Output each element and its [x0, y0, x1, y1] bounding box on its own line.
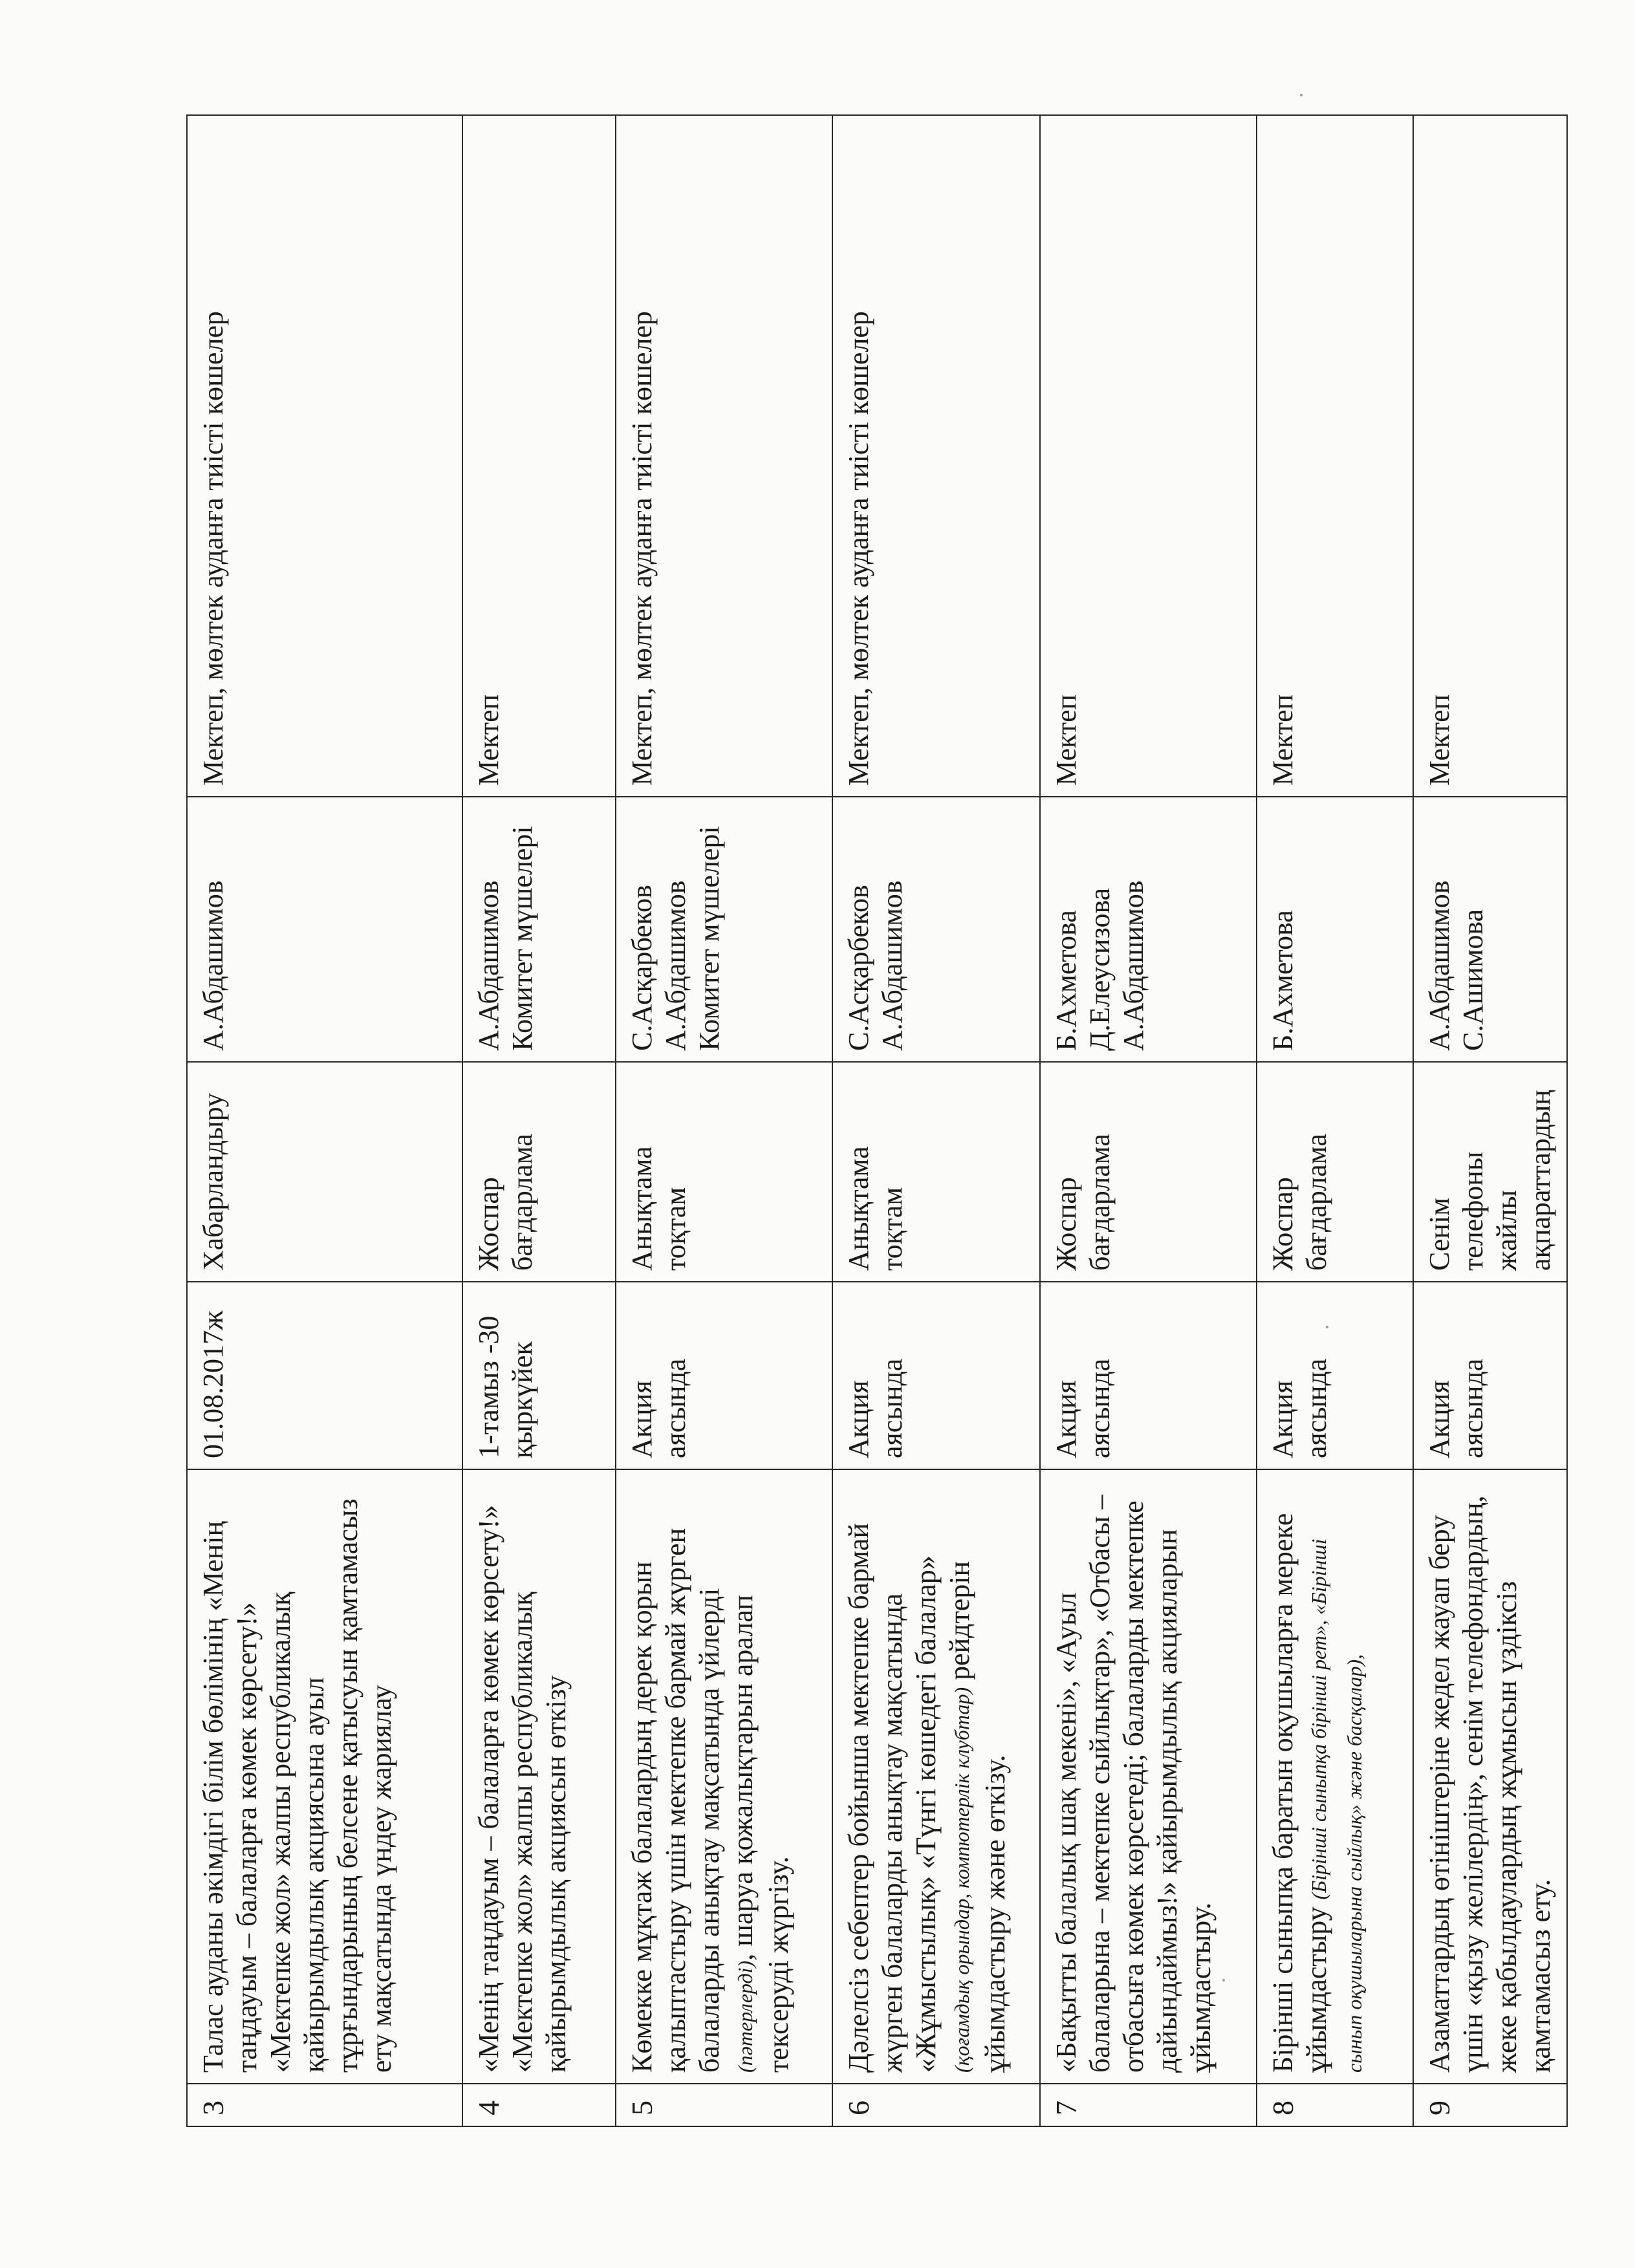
table-row [1040, 115, 1257, 2126]
date-cell [616, 1282, 832, 1469]
row-number [832, 2084, 1040, 2126]
place-cell [616, 115, 832, 797]
place-cell-text: Мектеп [1050, 694, 1082, 786]
place-cell [832, 115, 1040, 797]
responsible-cell-text: С.Асқарбеков А.Абдашимов [843, 880, 908, 1051]
event-text: Талас ауданы әкімдігі білім бөлімінің «Менің таңдауым – балаларға көмек көрсету!» «Мектепке жол» жалпы республикалық қайырымдылық акциясына ауыл тұрғындарының белсене қатысуын қамтамасыз ету мақсатында үндеу жариялау [197, 1498, 397, 2073]
place-cell [187, 115, 462, 797]
scan-speck [1326, 1326, 1328, 1328]
date-cell-text: 1-тамыз -30 қыркүйек [473, 1315, 538, 1458]
table-row [832, 115, 1040, 2126]
date-cell-text: Акция аясында [626, 1358, 691, 1458]
form-cell [462, 1062, 616, 1282]
event-cell [616, 1469, 832, 2084]
place-cell-text: Мектеп, мөлтек ауданға тиісті көшелер [626, 311, 658, 786]
event-text: «Менің таңдауым – балаларға көмек көрсету!» «Мектепке жол» жалпы республикалық қайырымдылық акциясын өткізу [473, 1505, 572, 2073]
responsible-cell [616, 797, 832, 1062]
form-cell [832, 1062, 1040, 1282]
form-cell [1413, 1062, 1567, 1282]
table-row [1413, 115, 1567, 2126]
scan-speck [1300, 94, 1303, 96]
place-cell-text: Мектеп, мөлтек ауданға тиісті көшелер [843, 311, 874, 786]
form-cell-text: Анықтама тоқтам [626, 1146, 691, 1271]
form-cell [1257, 1062, 1413, 1282]
date-cell-text: Акция аясында [1267, 1358, 1332, 1458]
row-number [616, 2084, 832, 2126]
responsible-cell-text: А.Абдашимов [197, 880, 229, 1051]
form-cell-text: Жоспар бағдарлама [1267, 1134, 1332, 1271]
place-cell-text: Мектеп, мөлтек ауданға тиісті көшелер [197, 311, 229, 786]
row-number-text: 4 [472, 2101, 505, 2115]
event-text: Бірінші сыныпқа баратын оқушыларға мереке ұйымдастыру [1267, 1513, 1332, 2073]
row-number-text: 8 [1266, 2101, 1299, 2115]
row-number-text: 9 [1423, 2101, 1456, 2115]
event-cell [832, 1469, 1040, 2084]
date-cell-text: Акция аясында [1050, 1358, 1116, 1458]
responsible-cell [1413, 797, 1567, 1062]
date-cell [1413, 1282, 1567, 1469]
event-text: Азаматтардың өтініштеріне жедел жауап беру үшін «қызу желілердің», сенім телефондардың, жеке қабылдаулардың жұмысын үздіксіз қамтамасыз ету. [1424, 1495, 1556, 2073]
events-table [186, 114, 1568, 2127]
table-row [462, 115, 616, 2126]
event-tail-text: , шаруа қожалықтарын аралап тексеруді жүргізу. [727, 1595, 794, 2073]
event-cell [1413, 1469, 1567, 2084]
date-cell [1257, 1282, 1413, 1469]
date-cell [832, 1282, 1040, 1469]
event-text: «Бақытты балалық шақ мекені», «Ауыл балаларына – мектепке сыйлықтар», «Отбасы – отбасыға көмек көрсетеді; балаларды мектепке дайындаймыз!» қайырымдылық акцияларын ұйымдастыру. [1050, 1495, 1217, 2073]
place-cell [1257, 115, 1413, 797]
form-cell-text: Жоспар бағдарлама [1050, 1134, 1116, 1271]
form-cell-text: Хабарландыру [197, 1092, 229, 1271]
row-number [462, 2084, 616, 2126]
responsible-cell-text: Б.Ахметова Д.Елеусизова А.Абдашимов [1050, 880, 1149, 1051]
form-cell [616, 1062, 832, 1282]
table-row [187, 115, 462, 2126]
responsible-cell-text: А.Абдашимов С.Ашимова [1424, 880, 1489, 1051]
form-cell-text: Сенім телефоны жайлы ақпараттардың [1424, 1090, 1556, 1271]
row-number-text: 6 [842, 2101, 875, 2115]
responsible-cell-text: С.Асқарбеков А.Абдашимов Комитет мүшелері [626, 826, 725, 1051]
event-cell [462, 1469, 616, 2084]
date-cell-text: 01.08.2017ж [197, 1310, 229, 1458]
row-number [187, 2084, 462, 2126]
responsible-cell [1257, 797, 1413, 1062]
event-text: Дәлелсіз себептер бойынша мектепке бармай жүрген балаларды анықтау мақсатында «Жұмыстылық» «Түнгі көшедегі балалар» [843, 1523, 942, 2073]
date-cell-text: Акция аясында [1424, 1358, 1489, 1458]
form-cell [1040, 1062, 1257, 1282]
place-cell [1413, 115, 1567, 797]
responsible-cell [832, 797, 1040, 1062]
place-cell [462, 115, 616, 797]
table-row [1257, 115, 1413, 2126]
form-cell [187, 1062, 462, 1282]
place-cell [1040, 115, 1257, 797]
place-cell-text: Мектеп [473, 694, 504, 786]
responsible-cell-text: Б.Ахметова [1267, 910, 1299, 1051]
row-number-text: 3 [197, 2101, 230, 2115]
form-cell-text: Анықтама тоқтам [843, 1146, 908, 1271]
responsible-cell [187, 797, 462, 1062]
responsible-cell [462, 797, 616, 1062]
form-cell-text: Жоспар бағдарлама [473, 1134, 538, 1271]
event-cell [1257, 1469, 1413, 2084]
date-cell [1040, 1282, 1257, 1469]
rotated-table-sheet [186, 116, 1565, 2127]
row-number [1040, 2084, 1257, 2126]
scan-speck [1222, 1979, 1225, 1982]
row-number-text: 5 [625, 2101, 658, 2115]
responsible-cell-text: А.Абдашимов Комитет мүшелері [473, 826, 538, 1051]
event-italic-note: (қоғамдық орындар, компютерлік клубтар) [950, 1687, 973, 2073]
row-number-text: 7 [1050, 2101, 1083, 2115]
event-italic-note: (пәтерлерді) [733, 1960, 757, 2073]
event-tail-text: рейдтерін ұйымдастыру және өткізу. [944, 1561, 1011, 2073]
date-cell [462, 1282, 616, 1469]
event-cell [187, 1469, 462, 2084]
table-body [187, 115, 1567, 2126]
place-cell-text: Мектеп [1267, 694, 1299, 786]
date-cell [187, 1282, 462, 1469]
event-text: Көмекке мұқтаж балалардың дерек қорын қалыптастыру үшін мектепке бармай жүрген балаларды анықтау мақсатында үйлерді [626, 1528, 725, 2073]
table-row [616, 115, 832, 2126]
date-cell-text: Акция аясында [843, 1358, 908, 1458]
row-number [1257, 2084, 1413, 2126]
responsible-cell [1040, 797, 1257, 1062]
event-cell [1040, 1469, 1257, 2084]
event-italic-note: (Бірінші сыныпқа бірінші рет», «Бірінші сынып оқушыларына сыйлық» және басқалар), [1307, 1539, 1366, 2073]
place-cell-text: Мектеп [1424, 694, 1455, 786]
row-number [1413, 2084, 1567, 2126]
